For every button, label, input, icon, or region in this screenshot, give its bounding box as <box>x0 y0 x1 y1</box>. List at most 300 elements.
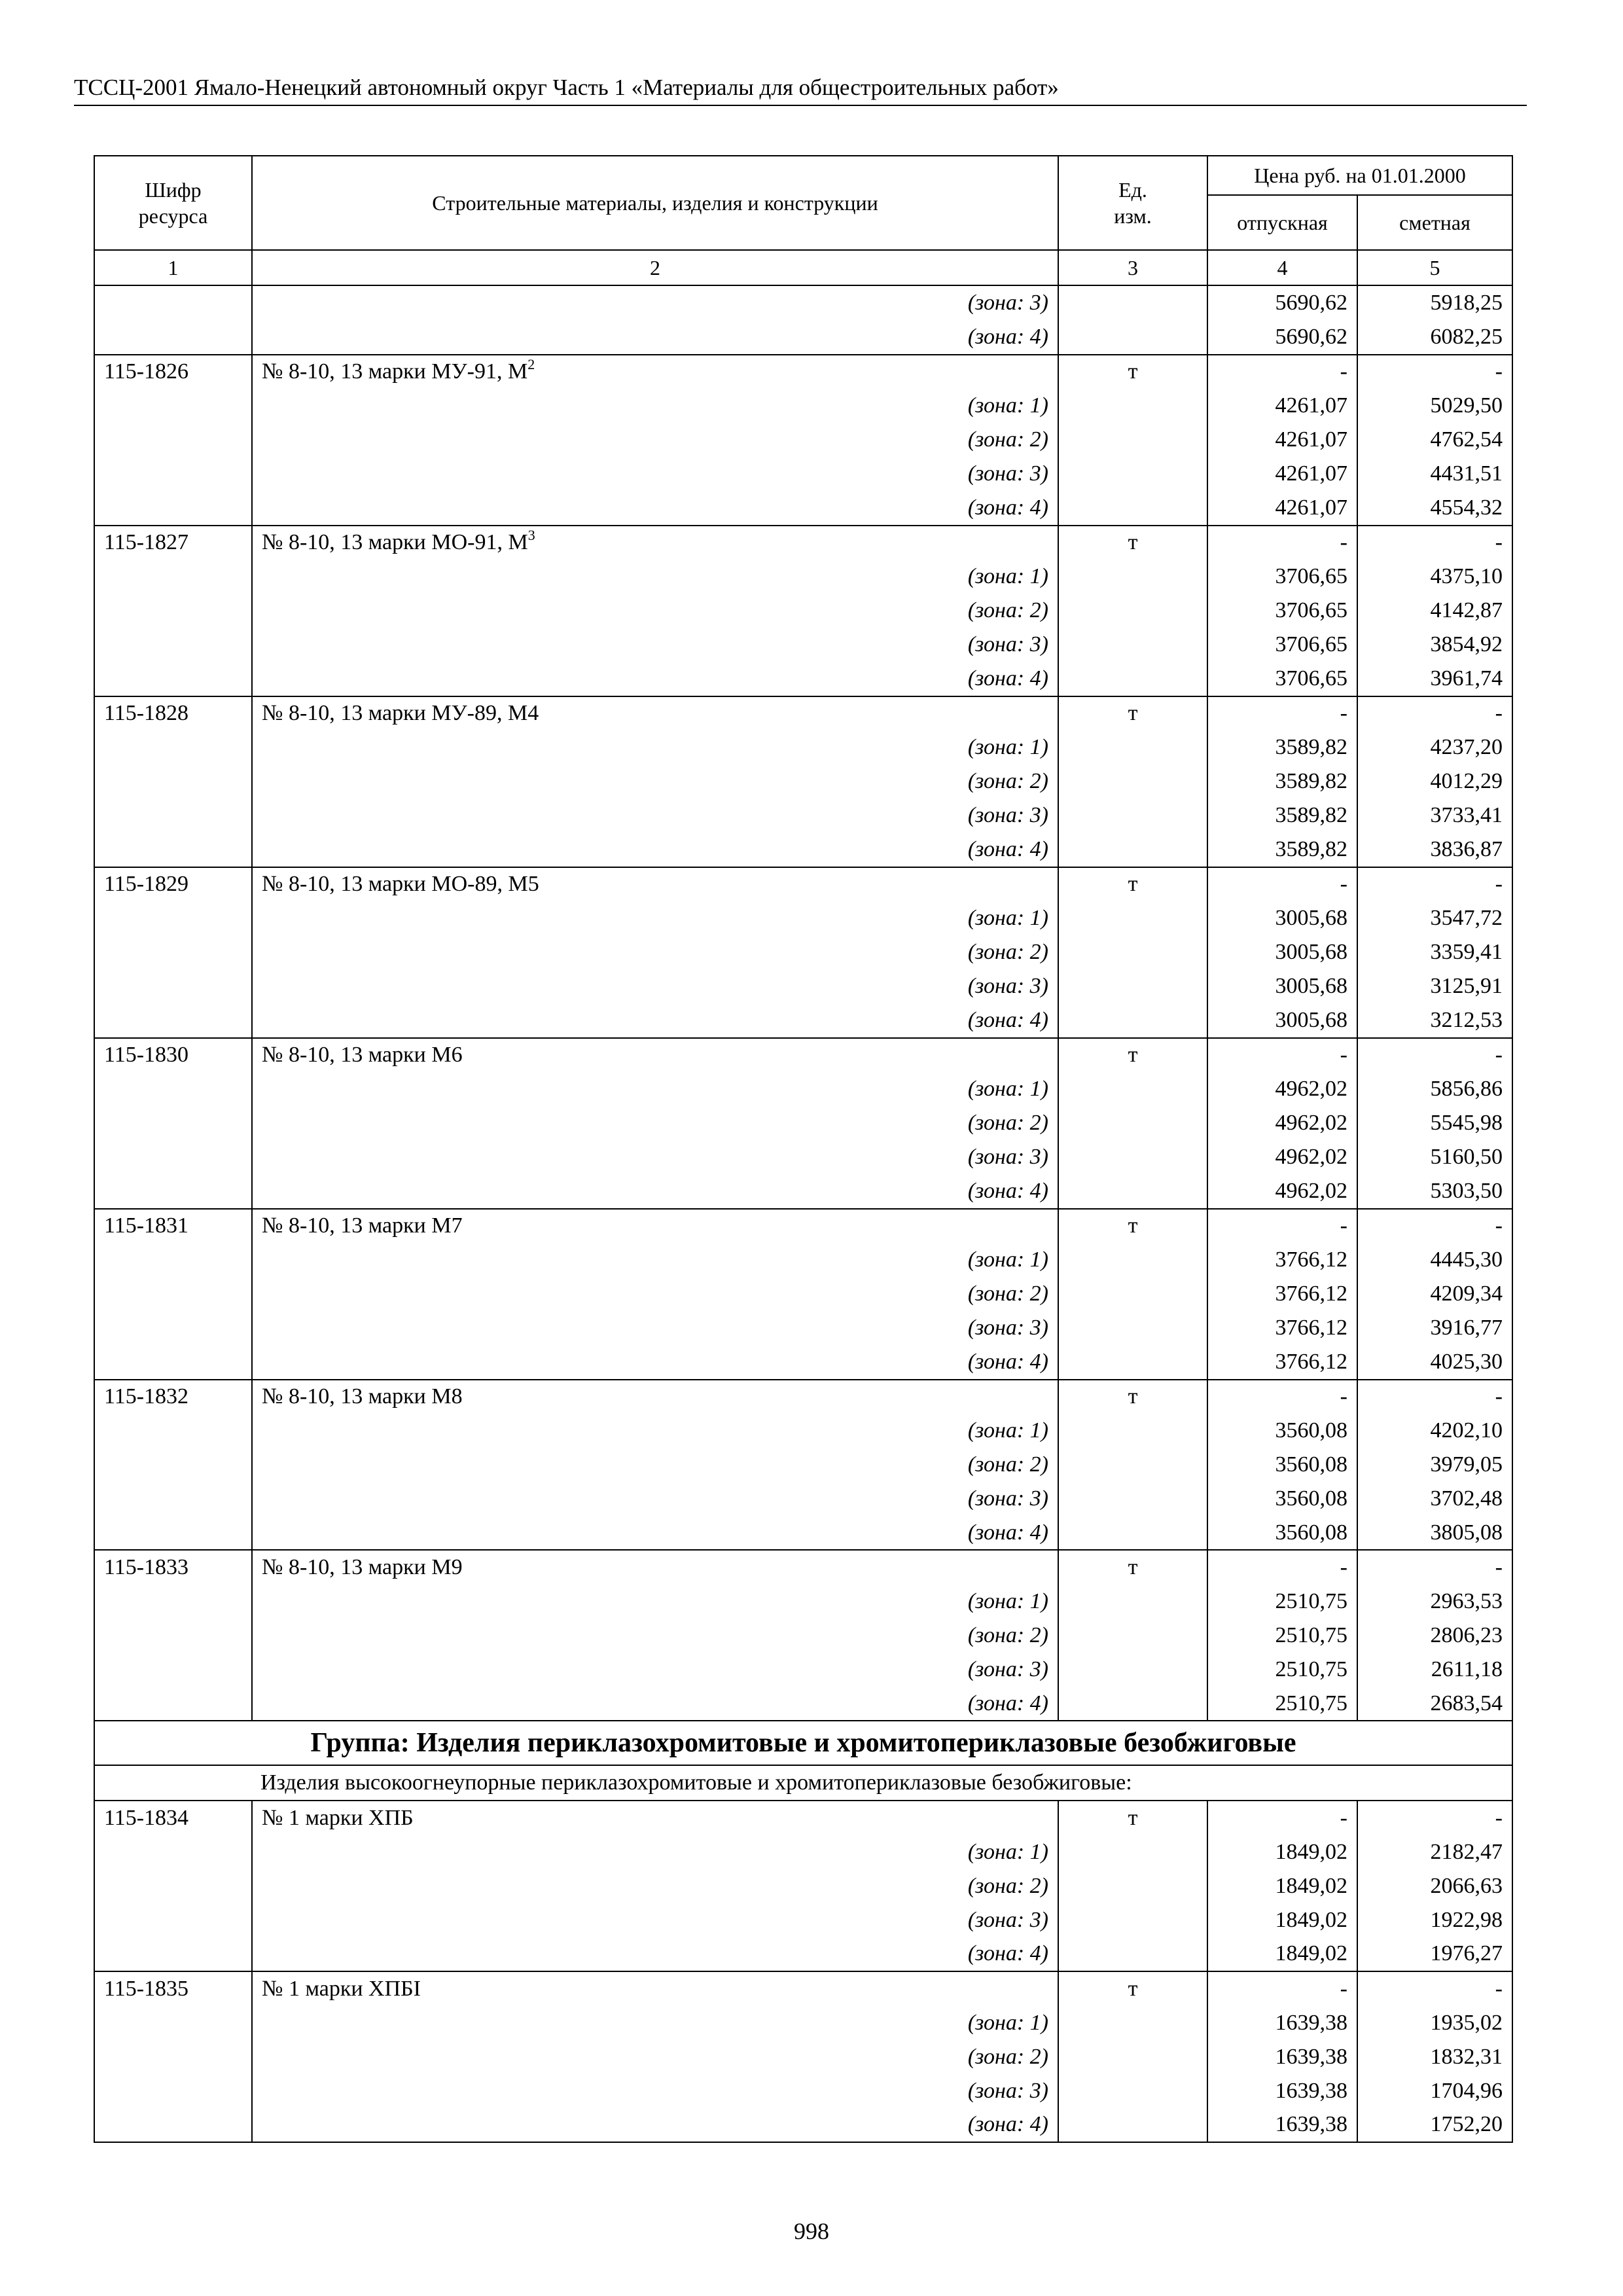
zone-label: (зона: 3) <box>252 969 1058 1003</box>
unit-cell-empty <box>1058 969 1207 1003</box>
table-row-zone <box>94 1687 1512 1721</box>
zone-label: (зона: 3) <box>252 1482 1058 1516</box>
table-row-zone <box>94 1653 1512 1687</box>
unit-cell: т <box>1058 1038 1207 1073</box>
table-row-zone <box>94 1106 1512 1140</box>
price-estimate: - <box>1357 1801 1512 1835</box>
unit-cell: т <box>1058 526 1207 560</box>
table-row-item <box>94 867 1512 902</box>
price-release: 1639,38 <box>1207 2074 1357 2108</box>
zone-label: (зона: 4) <box>252 491 1058 526</box>
resource-name-text: № 1 марки ХПБI <box>262 1977 421 2001</box>
table-row-zone <box>94 389 1512 423</box>
table-row-zone <box>94 935 1512 969</box>
resource-name-text: № 8-10, 13 марки МУ-89, М4 <box>262 701 539 726</box>
price-release: 1849,02 <box>1207 1937 1357 1971</box>
code-cell-empty <box>94 389 252 423</box>
header-code-label: Шифр ресурса <box>138 178 208 228</box>
code-cell-empty <box>94 1516 252 1551</box>
resource-name <box>252 1971 1058 2006</box>
table-body <box>94 285 1512 2142</box>
price-estimate: 4202,10 <box>1357 1414 1512 1448</box>
table-row-zone <box>94 833 1512 867</box>
table-row-zone <box>94 320 1512 355</box>
price-release: 2510,75 <box>1207 1619 1357 1653</box>
price-estimate: 1752,20 <box>1357 2108 1512 2142</box>
price-release: 3005,68 <box>1207 901 1357 935</box>
price-release: - <box>1207 696 1357 731</box>
resource-code: 115-1826 <box>94 355 252 389</box>
price-release: 3706,65 <box>1207 662 1357 696</box>
zone-label: (зона: 1) <box>252 1072 1058 1106</box>
table-row-zone <box>94 969 1512 1003</box>
price-release: 1849,02 <box>1207 1903 1357 1937</box>
table-row-zone <box>94 1243 1512 1277</box>
price-estimate: 1832,31 <box>1357 2040 1512 2074</box>
table-row-zone <box>94 628 1512 662</box>
price-estimate: 3805,08 <box>1357 1516 1512 1551</box>
table-row-zone <box>94 1311 1512 1345</box>
price-estimate: 2182,47 <box>1357 1835 1512 1869</box>
price-estimate: 5303,50 <box>1357 1174 1512 1209</box>
header-col-number: 4 <box>1207 250 1357 285</box>
price-estimate: 5160,50 <box>1357 1140 1512 1174</box>
code-cell-empty <box>94 1072 252 1106</box>
price-estimate: 1704,96 <box>1357 2074 1512 2108</box>
price-release: - <box>1207 526 1357 560</box>
resource-name-superscript: 3 <box>527 527 535 544</box>
unit-cell-empty <box>1058 1869 1207 1903</box>
zone-label: (зона: 3) <box>252 798 1058 833</box>
price-release: 4261,07 <box>1207 423 1357 457</box>
price-release: 3560,08 <box>1207 1414 1357 1448</box>
code-cell-empty <box>94 2040 252 2074</box>
unit-cell-empty <box>1058 285 1207 320</box>
unit-cell-empty <box>1058 1345 1207 1380</box>
zone-label: (зона: 1) <box>252 560 1058 594</box>
price-estimate: 4375,10 <box>1357 560 1512 594</box>
table-row-zone <box>94 1414 1512 1448</box>
code-cell-empty <box>94 1243 252 1277</box>
price-estimate: 4237,20 <box>1357 730 1512 764</box>
zone-label: (зона: 4) <box>252 662 1058 696</box>
price-estimate: 3961,74 <box>1357 662 1512 696</box>
table-row-zone <box>94 423 1512 457</box>
price-release: 3766,12 <box>1207 1243 1357 1277</box>
price-release: 3589,82 <box>1207 833 1357 867</box>
table-row-zone <box>94 1516 1512 1551</box>
unit-cell: т <box>1058 867 1207 902</box>
code-cell-empty <box>94 1835 252 1869</box>
table-row-item <box>94 696 1512 731</box>
unit-cell-empty <box>1058 901 1207 935</box>
price-release: 3706,65 <box>1207 594 1357 628</box>
header-price-estimate: сметная <box>1357 195 1512 250</box>
price-estimate: 3979,05 <box>1357 1448 1512 1482</box>
price-release: 5690,62 <box>1207 285 1357 320</box>
header-col-number: 2 <box>252 250 1058 285</box>
price-estimate: 3359,41 <box>1357 935 1512 969</box>
unit-cell-empty <box>1058 389 1207 423</box>
zone-label: (зона: 2) <box>252 1106 1058 1140</box>
resource-code: 115-1832 <box>94 1380 252 1414</box>
code-cell-empty <box>94 491 252 526</box>
table-row-zone <box>94 1174 1512 1209</box>
code-cell-empty <box>94 457 252 491</box>
price-release: 3560,08 <box>1207 1482 1357 1516</box>
header-unit-label: Ед. изм. <box>1114 178 1152 228</box>
table-row-zone <box>94 2108 1512 2142</box>
zone-label: (зона: 4) <box>252 1003 1058 1038</box>
header-price-release: отпускная <box>1207 195 1357 250</box>
zone-label: (зона: 3) <box>252 1653 1058 1687</box>
unit-cell-empty <box>1058 1311 1207 1345</box>
zone-label: (зона: 4) <box>252 1174 1058 1209</box>
zone-label: (зона: 3) <box>252 1311 1058 1345</box>
zone-label: (зона: 2) <box>252 1869 1058 1903</box>
price-release: 4261,07 <box>1207 491 1357 526</box>
table-row-zone <box>94 1003 1512 1038</box>
resource-code: 115-1833 <box>94 1550 252 1585</box>
price-release: 1639,38 <box>1207 2108 1357 2142</box>
unit-cell-empty <box>1058 1903 1207 1937</box>
unit-cell-empty <box>1058 1174 1207 1209</box>
table-row-zone <box>94 798 1512 833</box>
price-estimate: 1976,27 <box>1357 1937 1512 1971</box>
header-name: Строительные материалы, изделия и конструкции <box>252 156 1058 250</box>
zone-label: (зона: 1) <box>252 1414 1058 1448</box>
zone-label: (зона: 4) <box>252 1687 1058 1721</box>
unit-cell-empty <box>1058 1277 1207 1311</box>
resource-name <box>252 1550 1058 1585</box>
table-row-zone <box>94 1585 1512 1619</box>
unit-cell-empty <box>1058 423 1207 457</box>
price-release: 4962,02 <box>1207 1140 1357 1174</box>
price-release: - <box>1207 1550 1357 1585</box>
resource-name-text: № 8-10, 13 марки МУ-91, М <box>262 359 528 384</box>
price-release: 4261,07 <box>1207 389 1357 423</box>
table-row-zone <box>94 1482 1512 1516</box>
resource-name-superscript: 2 <box>527 356 535 373</box>
table-row-zone <box>94 1072 1512 1106</box>
zone-label: (зона: 3) <box>252 2074 1058 2108</box>
header-code <box>94 156 252 250</box>
resource-price-table <box>94 155 1513 2143</box>
price-estimate: 3212,53 <box>1357 1003 1512 1038</box>
zone-label: (зона: 3) <box>252 285 1058 320</box>
zone-label: (зона: 2) <box>252 935 1058 969</box>
zone-label: (зона: 3) <box>252 1140 1058 1174</box>
zone-label: (зона: 1) <box>252 901 1058 935</box>
price-release: 3589,82 <box>1207 764 1357 798</box>
table-row-zone <box>94 457 1512 491</box>
unit-cell-empty <box>1058 662 1207 696</box>
resource-name <box>252 355 1058 389</box>
zone-label: (зона: 1) <box>252 1243 1058 1277</box>
header-unit <box>1058 156 1207 250</box>
price-estimate: 5856,86 <box>1357 1072 1512 1106</box>
price-estimate: - <box>1357 1038 1512 1073</box>
code-cell-empty <box>94 1482 252 1516</box>
resource-name-text: № 8-10, 13 марки М9 <box>262 1555 463 1580</box>
price-estimate: 3916,77 <box>1357 1311 1512 1345</box>
resource-name <box>252 1801 1058 1835</box>
price-release: 2510,75 <box>1207 1653 1357 1687</box>
price-estimate: 4445,30 <box>1357 1243 1512 1277</box>
table-row-zone <box>94 2074 1512 2108</box>
price-release: - <box>1207 1801 1357 1835</box>
price-estimate: 4554,32 <box>1357 491 1512 526</box>
code-cell-empty <box>94 1311 252 1345</box>
code-cell-empty <box>94 285 252 320</box>
price-release: 3005,68 <box>1207 935 1357 969</box>
unit-cell: т <box>1058 1801 1207 1835</box>
code-cell-empty <box>94 662 252 696</box>
table-row-zone <box>94 1140 1512 1174</box>
resource-name-text: № 8-10, 13 марки М7 <box>262 1213 463 1238</box>
price-release: - <box>1207 1380 1357 1414</box>
unit-cell-empty <box>1058 491 1207 526</box>
price-estimate: - <box>1357 1550 1512 1585</box>
table-row-item <box>94 1971 1512 2006</box>
price-estimate: - <box>1357 867 1512 902</box>
unit-cell-empty <box>1058 1619 1207 1653</box>
table-row-zone <box>94 491 1512 526</box>
zone-label: (зона: 2) <box>252 1277 1058 1311</box>
table-row-zone <box>94 1345 1512 1380</box>
code-cell-empty <box>94 833 252 867</box>
price-release: 4962,02 <box>1207 1072 1357 1106</box>
table-row-zone <box>94 2040 1512 2074</box>
table-row-zone <box>94 594 1512 628</box>
zone-label: (зона: 2) <box>252 2040 1058 2074</box>
header-col-number: 5 <box>1357 250 1512 285</box>
zone-label: (зона: 4) <box>252 2108 1058 2142</box>
price-release: 3589,82 <box>1207 730 1357 764</box>
unit-cell-empty <box>1058 1687 1207 1721</box>
resource-name-text: № 8-10, 13 марки М6 <box>262 1043 463 1067</box>
price-release: 4962,02 <box>1207 1106 1357 1140</box>
unit-cell-empty <box>1058 1937 1207 1971</box>
resource-name <box>252 696 1058 731</box>
unit-cell-empty <box>1058 1585 1207 1619</box>
header-col-number: 3 <box>1058 250 1207 285</box>
resource-name <box>252 1209 1058 1244</box>
unit-cell-empty <box>1058 1414 1207 1448</box>
subgroup-row <box>94 1765 1512 1801</box>
code-cell-empty <box>94 2108 252 2142</box>
price-release: 3766,12 <box>1207 1311 1357 1345</box>
price-release: 2510,75 <box>1207 1687 1357 1721</box>
price-release: 1849,02 <box>1207 1869 1357 1903</box>
unit-cell: т <box>1058 355 1207 389</box>
zone-label: (зона: 2) <box>252 594 1058 628</box>
price-release: 3560,08 <box>1207 1516 1357 1551</box>
code-cell-empty <box>94 2006 252 2040</box>
table-row-zone <box>94 901 1512 935</box>
table-row-zone <box>94 1448 1512 1482</box>
table-row-zone <box>94 1277 1512 1311</box>
price-estimate: 1922,98 <box>1357 1903 1512 1937</box>
code-cell-empty <box>94 1687 252 1721</box>
zone-label: (зона: 3) <box>252 1903 1058 1937</box>
code-cell-empty <box>94 320 252 355</box>
table-row-zone <box>94 1835 1512 1869</box>
code-cell-empty <box>94 764 252 798</box>
unit-cell: т <box>1058 696 1207 731</box>
zone-label: (зона: 4) <box>252 1516 1058 1551</box>
resource-code: 115-1827 <box>94 526 252 560</box>
unit-cell-empty <box>1058 1106 1207 1140</box>
group-title-row <box>94 1721 1512 1765</box>
price-estimate: - <box>1357 1380 1512 1414</box>
zone-label: (зона: 1) <box>252 1585 1058 1619</box>
price-release: 3560,08 <box>1207 1448 1357 1482</box>
unit-cell-empty <box>1058 1482 1207 1516</box>
price-release: 3589,82 <box>1207 798 1357 833</box>
code-cell-empty <box>94 1277 252 1311</box>
code-cell-empty <box>94 1448 252 1482</box>
unit-cell-empty <box>1058 1653 1207 1687</box>
price-release: 1639,38 <box>1207 2006 1357 2040</box>
zone-label: (зона: 2) <box>252 423 1058 457</box>
price-release: 1849,02 <box>1207 1835 1357 1869</box>
price-estimate: 2963,53 <box>1357 1585 1512 1619</box>
price-release: 4261,07 <box>1207 457 1357 491</box>
table-row-item <box>94 1550 1512 1585</box>
price-release: 3766,12 <box>1207 1277 1357 1311</box>
price-estimate: 5918,25 <box>1357 285 1512 320</box>
price-release: 3706,65 <box>1207 628 1357 662</box>
price-release: 3005,68 <box>1207 1003 1357 1038</box>
code-cell-empty <box>94 1869 252 1903</box>
price-release: 3706,65 <box>1207 560 1357 594</box>
price-estimate: 5545,98 <box>1357 1106 1512 1140</box>
code-cell-empty <box>94 1140 252 1174</box>
unit-cell: т <box>1058 1380 1207 1414</box>
resource-name-text: № 8-10, 13 марки МО-91, М <box>262 530 528 555</box>
table-row-zone <box>94 662 1512 696</box>
price-estimate: 3854,92 <box>1357 628 1512 662</box>
price-estimate: 5029,50 <box>1357 389 1512 423</box>
price-estimate: 4012,29 <box>1357 764 1512 798</box>
zone-label: (зона: 1) <box>252 730 1058 764</box>
price-estimate: - <box>1357 1209 1512 1244</box>
code-cell-empty <box>94 1174 252 1209</box>
code-cell-empty <box>94 594 252 628</box>
code-cell-empty <box>94 1345 252 1380</box>
zone-label: (зона: 1) <box>252 1835 1058 1869</box>
price-release: - <box>1207 355 1357 389</box>
unit-cell-empty <box>1058 1835 1207 1869</box>
code-cell-empty <box>94 730 252 764</box>
resource-code: 115-1834 <box>94 1801 252 1835</box>
price-estimate: 3702,48 <box>1357 1482 1512 1516</box>
unit-cell-empty <box>1058 594 1207 628</box>
price-estimate: 3547,72 <box>1357 901 1512 935</box>
unit-cell-empty <box>1058 730 1207 764</box>
resource-name <box>252 1380 1058 1414</box>
price-release: - <box>1207 1971 1357 2006</box>
table-row-item <box>94 1038 1512 1073</box>
table-row-item <box>94 1209 1512 1244</box>
table-row-zone <box>94 1903 1512 1937</box>
price-estimate: 4209,34 <box>1357 1277 1512 1311</box>
unit-cell-empty <box>1058 1243 1207 1277</box>
zone-label: (зона: 3) <box>252 457 1058 491</box>
unit-cell-empty <box>1058 1448 1207 1482</box>
table-row-item <box>94 1380 1512 1414</box>
unit-cell-empty <box>1058 833 1207 867</box>
table-row-item <box>94 526 1512 560</box>
zone-label: (зона: 2) <box>252 764 1058 798</box>
price-estimate: 2683,54 <box>1357 1687 1512 1721</box>
code-cell-empty <box>94 901 252 935</box>
zone-label: (зона: 3) <box>252 628 1058 662</box>
code-cell-empty <box>94 1585 252 1619</box>
page-header: ТССЦ-2001 Ямало-Ненецкий автономный округ Часть 1 «Материалы для общестроительных работ» <box>74 73 1527 106</box>
resource-name <box>252 526 1058 560</box>
price-release: 2510,75 <box>1207 1585 1357 1619</box>
table-row-zone <box>94 1937 1512 1971</box>
unit-cell-empty <box>1058 320 1207 355</box>
price-estimate: 3733,41 <box>1357 798 1512 833</box>
price-estimate: 3125,91 <box>1357 969 1512 1003</box>
price-estimate: 6082,25 <box>1357 320 1512 355</box>
price-estimate: 2066,63 <box>1357 1869 1512 1903</box>
table-row-zone <box>94 764 1512 798</box>
unit-cell-empty <box>1058 457 1207 491</box>
zone-label: (зона: 4) <box>252 1937 1058 1971</box>
zone-label: (зона: 4) <box>252 1345 1058 1380</box>
table-row-zone <box>94 1619 1512 1653</box>
header-price-group: Цена руб. на 01.01.2000 <box>1207 156 1512 195</box>
unit-cell-empty <box>1058 1140 1207 1174</box>
price-estimate: 4431,51 <box>1357 457 1512 491</box>
group-title: Группа: Изделия периклазохромитовые и хромитопериклазовые безобжиговые <box>94 1721 1512 1765</box>
resource-name-text: № 8-10, 13 марки МО-89, М5 <box>262 872 539 897</box>
code-cell-empty <box>94 1414 252 1448</box>
unit-cell-empty <box>1058 560 1207 594</box>
code-cell-empty <box>94 1619 252 1653</box>
code-cell-empty <box>94 935 252 969</box>
resource-code: 115-1829 <box>94 867 252 902</box>
price-release: - <box>1207 867 1357 902</box>
unit-cell-empty <box>1058 1072 1207 1106</box>
zone-label: (зона: 2) <box>252 1619 1058 1653</box>
unit-cell: т <box>1058 1209 1207 1244</box>
unit-cell-empty <box>1058 2040 1207 2074</box>
price-estimate: 2611,18 <box>1357 1653 1512 1687</box>
unit-cell-empty <box>1058 1003 1207 1038</box>
subgroup-title: Изделия высокоогнеупорные периклазохромитовые и хромитопериклазовые безобжиговые: <box>94 1765 1512 1801</box>
price-estimate: 4142,87 <box>1357 594 1512 628</box>
zone-label: (зона: 1) <box>252 389 1058 423</box>
resource-code: 115-1835 <box>94 1971 252 2006</box>
page-number: 998 <box>794 2218 829 2244</box>
table-row-zone <box>94 560 1512 594</box>
price-estimate: 2806,23 <box>1357 1619 1512 1653</box>
table-row-zone <box>94 285 1512 320</box>
price-estimate: 4762,54 <box>1357 423 1512 457</box>
code-cell-empty <box>94 1903 252 1937</box>
resource-name-text: № 1 марки ХПБ <box>262 1806 414 1831</box>
table-row-zone <box>94 730 1512 764</box>
code-cell-empty <box>94 1003 252 1038</box>
resource-name-text: № 8-10, 13 марки М8 <box>262 1384 463 1409</box>
zone-label: (зона: 4) <box>252 320 1058 355</box>
code-cell-empty <box>94 2074 252 2108</box>
